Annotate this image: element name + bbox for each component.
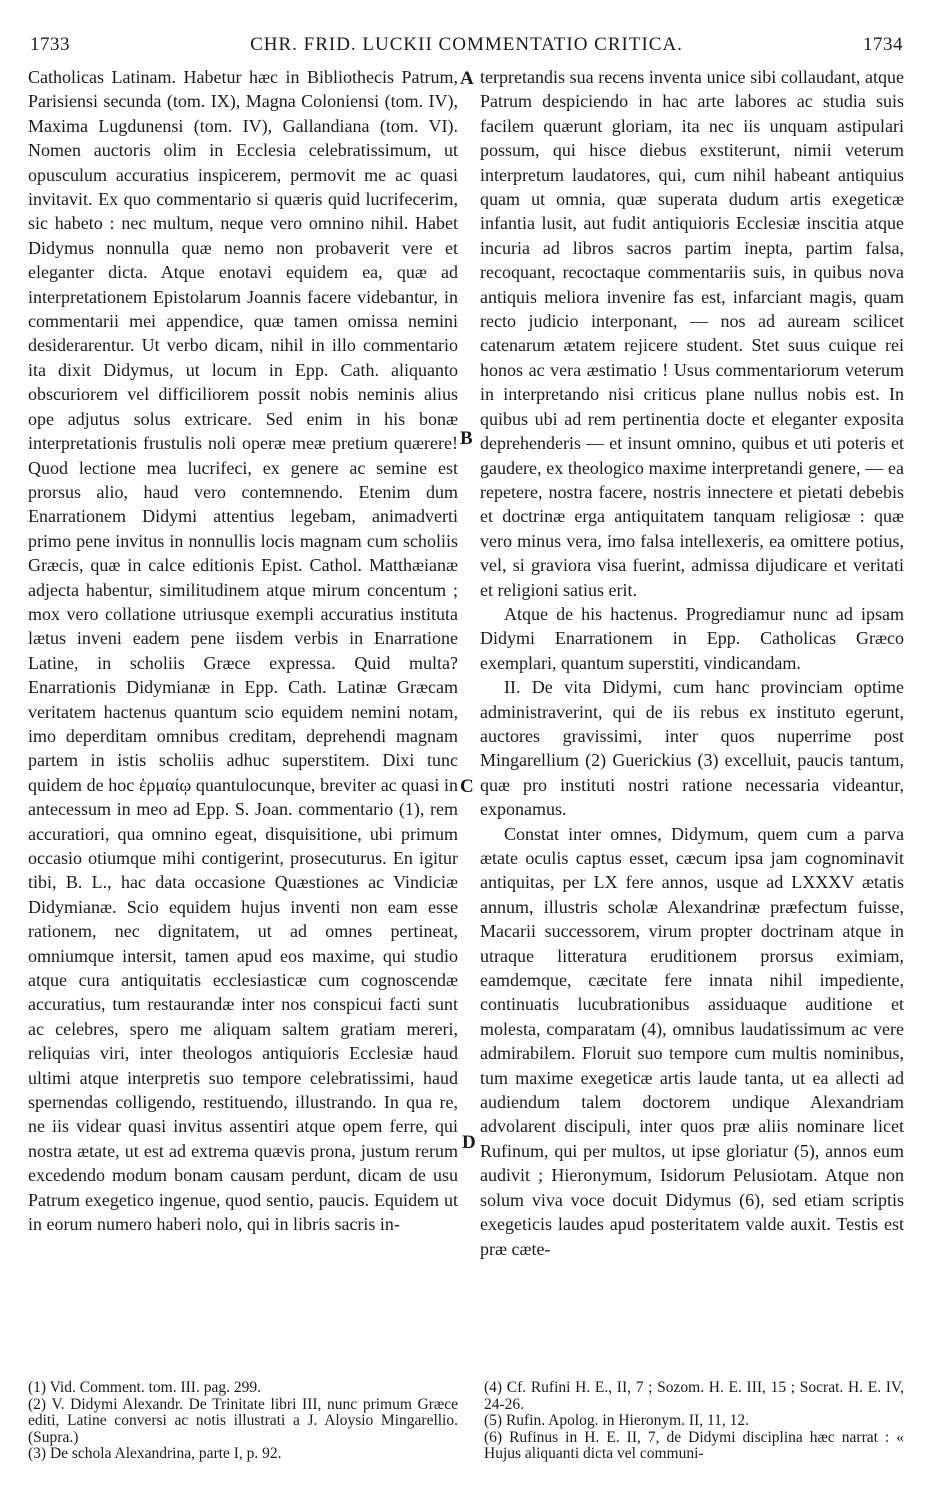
running-header <box>30 34 903 64</box>
footnote: (6) Rufinus in H. E. II, 7, de Didymi disciplina hæc narrat : « Hujus aliquanti dicta vel communi- <box>484 1428 904 1462</box>
right-paragraph: II. De vita Didymi, cum hanc provinciam optime administraverint, qui de iis rebus ex instituto egerunt, auctores gravissimi, inter quos nuperrime post Mingarellium (2) Guerickius (3) excelluit, paucis tantum, quæ pro instituti nostri ratione necessaria videantur, exponamus. <box>480 677 904 820</box>
page-number-right: 1734 <box>863 34 903 55</box>
footnote: (3) De schola Alexandrina, parte I, p. 92. <box>28 1445 282 1462</box>
right-paragraph: Atque de his hactenus. Progrediamur nunc ad ipsam Didymi Enarrationem in Epp. Catholicas Græco exemplari, quantum superstiti, vindicandam. <box>480 603 904 673</box>
right-column <box>480 65 904 1261</box>
right-paragraph: terpretandis sua recens inventa unice sibi collaudant, atque Patrum despiciendo in hac arte labores ac studia suis facilem quærunt gloriam, ita nec iis unquam astipulari possum, qui hisce diebus exstiterunt, nimii veterum interpretum laudatores, qui, cum nihil habeant antiquius quam ut omnia, quæ superata dudum artis exegeticæ infantia lusit, aut fudit antiquioris Ecclesiæ inscitia atque incuria ad libros sacros partim inepta, partim falsa, recoquant, recoctaque commentariis suis, in quibus nova antiquis meliora invenire fas est, infarciant magis, quam recto judicio interponant, — nos ad auream scilicet catenarum ætatem rejicere student. Stet suus cuique rei honos ac vera æstimatio ! Usus commentariorum veterum in interpretando nisi criticus plane nullus nobis est. In quibus ubi ad rem pertinentia docte et eleganter exposita deprehenderis — et insunt omnino, quibus et uti poteris et gaudere, ex theologico maxime interpretandi genere, — ea repetere, nostra facere, nostris innectere et pietati debebis et doctrinæ erga antiquitatem tanquam religiosæ : quæ vero minus vera, imo falsa intellexeris, ea omittere potius, vel, si graviora visa fuerint, admissa dijudicare et veritati et religioni satius erit. <box>480 67 904 600</box>
left-paragraph: Catholicas Latinam. Habetur hæc in Bibliothecis Patrum, Parisiensi secunda (tom. IX), Magna Coloniensi (tom. IV), Maxima Lugdunensi (tom. IV), Gallandiana (tom. VI). Nomen auctoris olim in Ecclesia celebratissimum, ut opusculum accuratius inspicerem, permovit me ac quasi invitavit. Ex quo commentario si quæris quid lucrifecerim, sic habeto : nec multum, neque vero omnino nihil. Habet Didymus nonnulla quæ nemo non probaverit vere et eleganter dicta. Atque enotavi equidem ea, quæ ad interpretationem Epistolarum Joannis facere videbantur, in commentarii mei appendice, quæ tamen omissa nemini desiderarentur. Ut verbo dicam, nihil in illo commentario ita dixit Didymus, ut locum in Epp. Cath. aliquanto obscuriorem vel difficiliorem possit nobis neminis alius ope adjutus solus extricare. Sed enim in his bonæ interpretationis frustulis noli operæ meæ pretium quærere! Quod lectione mea lucrifeci, ex genere ac semine est prorsus alio, haud vero contemnendo. Etenim dum Enarrationem Didymi attentius legebam, animadverti primo pene invitus in nonnullis locis magnam cum scholiis Græcis, quæ in calce editionis Epist. Cathol. Matthæianæ adjecta habentur, similitudinem atque mirum concentum ; mox vero collatione utriusque exempli accuratius instituta lætus inveni eadem pene iisdem verbis in Enarratione Latine, in scholiis Græce expressa. Quid multa? Enarrationis Didymianæ in Epp. Cath. Latinæ Græcam veritatem hactenus quantum scio equidem nemini notam, imo deperditam omnibus creditam, deprehendi magnam partem in istis scholiis adhuc superstitem. Dixi tunc quidem de hoc ἑρμαίῳ quantulocunque, breviter ac quasi in antecessum in meo ad Epp. S. Joan. commentario (1), rem accuratiori, qua omnino egeat, disquisitione, ubi primum occasio otiumque mihi contigerint, prosecuturus. En igitur tibi, B. L., hac data occasione Quæstiones ac Vindiciæ Didymianæ. Scio equidem hujus inventi non eam esse rationem, nec dignitatem, ut ad omnes pertineat, omniumque intersit, tamen apud eos maxime, qui studio atque cura antiquitatis ecclesiasticæ cum cognoscendæ accuratius, tum restaurandæ inter nos conspicui facti sunt ac celebres, spero me aliquam saltem gratiam mereri, reliquias viri, inter theologos antiquioris Ecclesiæ haud ultimi atque interpretis suo tempore celebratissimi, haud spernendas colligendo, restituendo, illustrando. In qua re, ne iis videar quasi invitus assentiri atque opem ferre, qui nostra ætate, ut est ad extrema quævis prona, justum rerum excedendo modum bonam causam perdunt, dicam de usu Patrum exegetico ingenue, quod sentio, paucis. Equidem ut in eorum numero haberi nolo, qui in libris sacris in- <box>28 67 458 1235</box>
right-paragraph: Constat inter omnes, Didymum, quem cum a parva ætate oculis captus esset, cæcum ipsa jam cognominavit antiquitas, per LX fere annos, usque ad LXXXV ætatis annum, illustris scholæ Alexandrinæ præfectum fuisse, Macarii successorem, virum propter doctrinam atque in utraque litteratura eruditionem prorsus eximiam, eamdemque, cæcitate fere innata nihil impediente, continuatis lucubrationibus assiduaque auditione et molesta, comparatam (4), omnibus laudatissimum ac vere admirabilem. Floruit suo tempore cum multis nominibus, tum maxime exegeticæ artis laude tanta, ut ea allecti ad audiendum talem doctorem undique Alexandriam advolarent discipuli, inter quos præ aliis nominare licet Rufinum, qui per multos, ut ipse gloriatur (5), annos eum audivit ; Hieronymum, Isidorum Pelusiotam. Atque non solum viva voce docuit Didymus (6), sed etiam scriptis exegeticis laudes apud posteritatem valde auxit. Testis est præ cæte- <box>480 823 904 1259</box>
footnote: (5) Rufin. Apolog. in Hieronym. II, 11, 12. <box>484 1412 750 1429</box>
section-marker-d: D <box>462 1132 476 1153</box>
footnote: (4) Cf. Rufini H. E., II, 7 ; Sozom. H. E. III, 15 ; Socrat. H. E. IV, 24-26. <box>484 1379 904 1413</box>
running-title: CHR. FRID. LUCKII COMMENTATIO CRITICA. <box>250 34 683 55</box>
page-number-left: 1733 <box>30 34 70 55</box>
section-marker-b: B <box>460 428 473 449</box>
footnotes-right <box>484 1380 904 1463</box>
footnote: (1) Vid. Comment. tom. III. pag. 299. <box>28 1379 261 1396</box>
left-column <box>28 65 458 1237</box>
section-marker-a: A <box>460 68 474 89</box>
section-marker-c: C <box>460 776 474 797</box>
footnote: (2) V. Didymi Alexandr. De Trinitate libri III, nunc primum Græce editi, Latine conversi ac notis illustrati a J. Aloysio Mingarellio. (Supra.) <box>28 1395 458 1446</box>
footnotes-left <box>28 1380 458 1463</box>
